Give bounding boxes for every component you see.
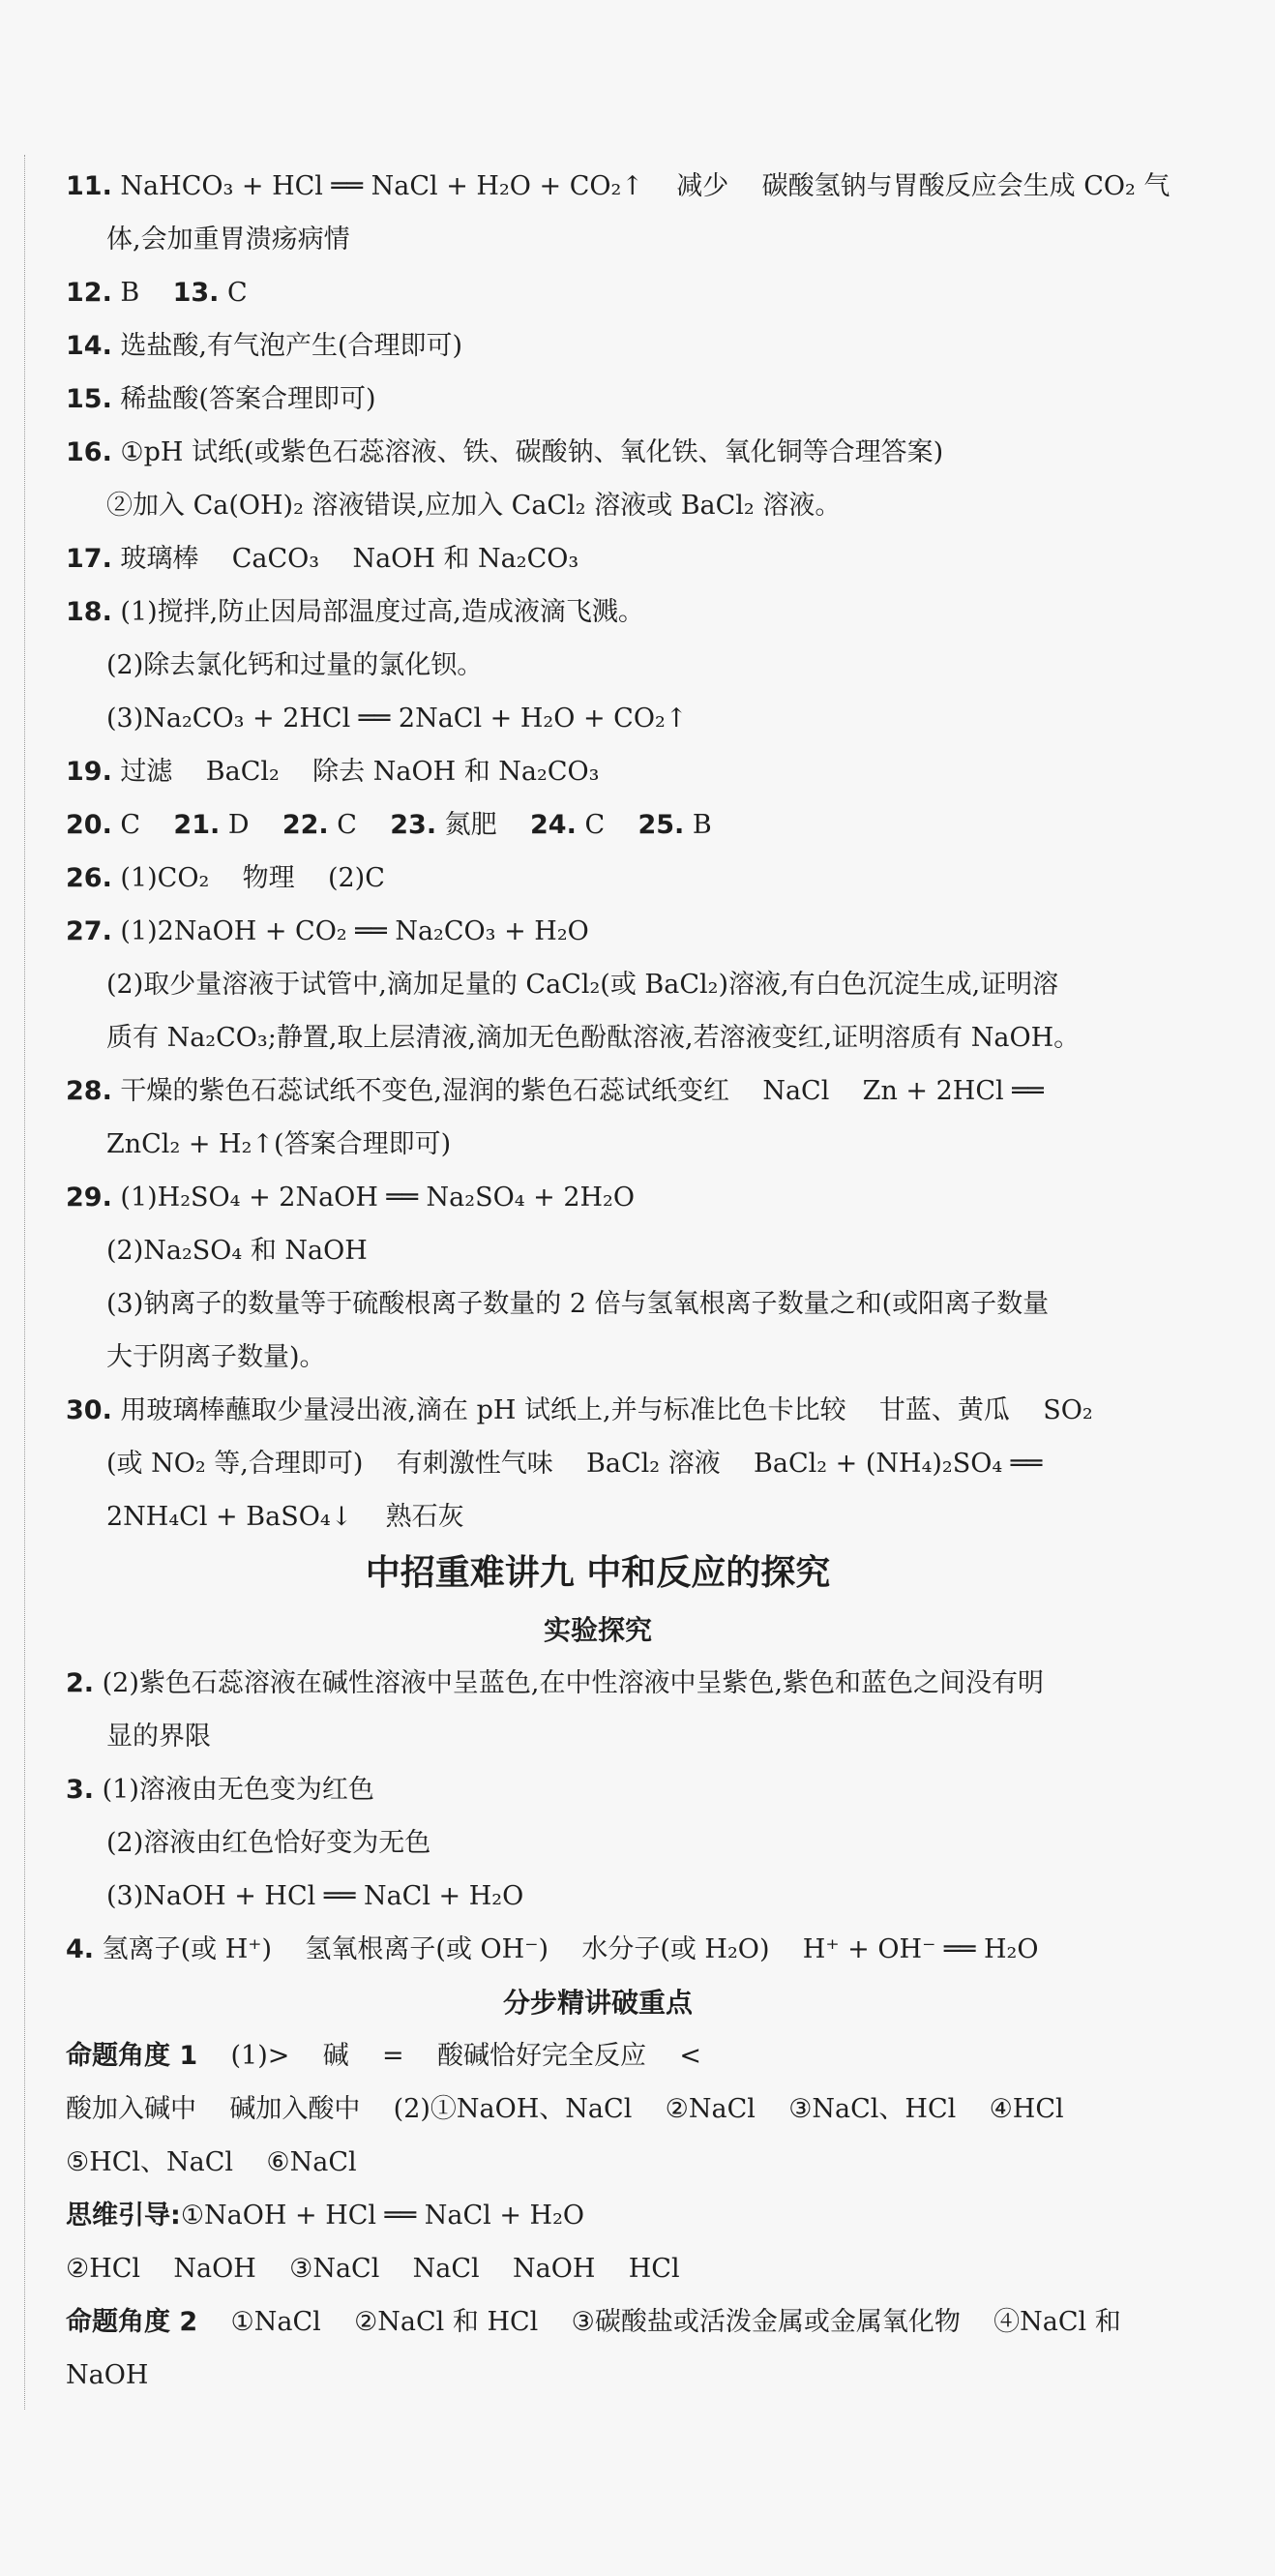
- question-number: 27.: [66, 916, 112, 946]
- question-number: 23.: [390, 810, 437, 840]
- question-number: 28.: [66, 1076, 112, 1106]
- answer-line: [66, 958, 1130, 1011]
- answer-line: [66, 1437, 1130, 1490]
- answer-line: [66, 1657, 1130, 1710]
- answer-line: [66, 1923, 1130, 1976]
- answer-text: B: [111, 278, 173, 308]
- answer-text: 体,会加重胃溃疡病情: [106, 225, 350, 255]
- answer-text: (1)搅拌,防止因局部温度过高,造成液滴飞溅。: [111, 597, 644, 627]
- answer-line: [66, 160, 1171, 213]
- question-number: 2.: [66, 1668, 95, 1698]
- answer-line: [66, 1490, 1130, 1543]
- question-number: 16.: [66, 437, 112, 467]
- question-number: 20.: [66, 810, 112, 840]
- answer-text: (2)取少量溶液于试管中,滴加足量的 CaCl₂(或 BaCl₂)溶液,有白色沉淀生成,证明溶: [106, 970, 1059, 1000]
- answer-line: [66, 2295, 1130, 2349]
- answer-text: (2)Na₂SO₄ 和 NaOH: [106, 1236, 368, 1266]
- answer-line: [66, 1118, 1130, 1171]
- answer-text: D: [220, 810, 282, 840]
- answer-text: ②HCl NaOH ③NaCl NaCl NaOH HCl: [66, 2254, 680, 2284]
- question-number: 30.: [66, 1395, 112, 1425]
- answer-text: ①NaCl ②NaCl 和 HCl ③碳酸盐或活泼金属或金属氧化物 ④NaCl 和: [197, 2307, 1121, 2337]
- answer-line: [66, 1331, 1130, 1384]
- answer-line: [66, 852, 1130, 905]
- answer-text: ①pH 试纸(或紫色石蕊溶液、铁、碳酸钠、氧化铁、氧化铜等合理答案): [111, 437, 944, 467]
- answer-line: [66, 1816, 1130, 1870]
- subsection-title: 实验探究: [543, 1614, 652, 1646]
- answer-text: ①NaOH + HCl ══ NaCl + H₂O: [180, 2201, 585, 2231]
- question-number: 4.: [66, 1934, 95, 1964]
- answer-text: (3)NaOH + HCl ══ NaCl + H₂O: [106, 1881, 524, 1911]
- question-number: 26.: [66, 863, 112, 893]
- answer-text: C: [328, 810, 391, 840]
- answer-text: 过滤 BaCl₂ 除去 NaOH 和 Na₂CO₃: [111, 757, 600, 787]
- answer-text: (3)Na₂CO₃ + 2HCl ══ 2NaCl + H₂O + CO₂↑: [106, 704, 688, 734]
- answer-line: [66, 532, 1130, 585]
- answer-line: [66, 1710, 1130, 1763]
- answer-text: C: [219, 278, 248, 308]
- question-number: 24.: [530, 810, 577, 840]
- angle-label: 命题角度 2: [66, 2307, 198, 2337]
- answer-text: 稀盐酸(答案合理即可): [111, 384, 376, 414]
- answer-text: 显的界限: [106, 1722, 211, 1752]
- answer-line: [66, 1384, 1130, 1437]
- answer-line: [66, 373, 1130, 426]
- answer-line: [66, 2242, 1130, 2295]
- answer-text: ②加入 Ca(OH)₂ 溶液错误,应加入 CaCl₂ 溶液或 BaCl₂ 溶液。: [106, 491, 842, 521]
- section-title: 中招重难讲九 中和反应的探究: [365, 1553, 831, 1593]
- answer-line: [66, 2029, 1130, 2082]
- answer-text: NaHCO₃ + HCl ══ NaCl + H₂O + CO₂↑ 减少 碳酸氢钠与胃酸反应会生成 CO₂ 气: [111, 171, 1171, 201]
- answer-line: [66, 905, 1130, 958]
- question-number: 22.: [282, 810, 329, 840]
- answer-line: [66, 1277, 1130, 1331]
- answer-content: [66, 160, 1171, 2402]
- subsection-title: 分步精讲破重点: [502, 1987, 693, 2019]
- answer-text: C: [111, 810, 174, 840]
- answer-line: [66, 213, 1130, 266]
- question-number: 14.: [66, 331, 112, 361]
- answer-text: NaOH: [66, 2360, 149, 2390]
- guide-label: 思维引导:: [66, 2201, 181, 2231]
- answer-text: 2NH₄Cl + BaSO₄↓ 熟石灰: [106, 1502, 464, 1532]
- answer-text: (2)紫色石蕊溶液在碱性溶液中呈蓝色,在中性溶液中呈紫色,紫色和蓝色之间没有明: [94, 1668, 1045, 1698]
- answer-text: (或 NO₂ 等,合理即可) 有刺激性气味 BaCl₂ 溶液 BaCl₂ + (NH₄)₂SO₄ ══: [106, 1449, 1043, 1479]
- answer-line: [66, 426, 1130, 479]
- answer-text: 选盐酸,有气泡产生(合理即可): [111, 331, 463, 361]
- page-margin-dotted-line: [24, 155, 25, 2410]
- answer-text: 氢离子(或 H⁺) 氢氧根离子(或 OH⁻) 水分子(或 H₂O) H⁺ + OH⁻ ══ H₂O: [94, 1934, 1039, 1964]
- answer-line: [66, 2136, 1130, 2189]
- angle-label: 命题角度 1: [66, 2041, 198, 2071]
- answer-text: (1)CO₂ 物理 (2)C: [111, 863, 385, 893]
- answer-text: (1)溶液由无色变为红色: [94, 1775, 374, 1805]
- answer-line: [66, 1064, 1130, 1118]
- question-number: 13.: [172, 278, 220, 308]
- answer-text: (2)溶液由红色恰好变为无色: [106, 1828, 431, 1858]
- answer-line: [66, 2189, 1130, 2242]
- answer-text: C: [576, 810, 638, 840]
- answer-text: ⑤HCl、NaCl ⑥NaCl: [66, 2147, 357, 2177]
- answer-text: (1)H₂SO₄ + 2NaOH ══ Na₂SO₄ + 2H₂O: [111, 1183, 636, 1213]
- answer-line: [66, 745, 1130, 798]
- answer-line: [66, 692, 1130, 745]
- question-number: 29.: [66, 1183, 112, 1213]
- answer-line: [66, 1171, 1130, 1224]
- answer-text: B: [684, 810, 712, 840]
- question-number: 11.: [66, 171, 112, 201]
- question-number: 25.: [638, 810, 685, 840]
- answer-line: [66, 2082, 1130, 2136]
- question-number: 17.: [66, 544, 112, 574]
- answer-text: ZnCl₂ + H₂↑(答案合理即可): [106, 1129, 452, 1159]
- answer-text: (1)> 碱 = 酸碱恰好完全反应 <: [197, 2041, 701, 2071]
- answer-line: [66, 266, 1130, 319]
- answer-text: (1)2NaOH + CO₂ ══ Na₂CO₃ + H₂O: [111, 916, 589, 946]
- answer-line: [66, 1011, 1130, 1064]
- answer-line: [66, 639, 1130, 692]
- answer-line: [66, 1870, 1130, 1923]
- question-number: 3.: [66, 1775, 95, 1805]
- answer-text: 酸加入碱中 碱加入酸中 (2)①NaOH、NaCl ②NaCl ③NaCl、HCl ④HCl: [66, 2094, 1064, 2124]
- answer-text: 干燥的紫色石蕊试纸不变色,湿润的紫色石蕊试纸变红 NaCl Zn + 2HCl ══: [111, 1076, 1044, 1106]
- answer-text: 大于阴离子数量)。: [106, 1342, 326, 1372]
- answer-text: 用玻璃棒蘸取少量浸出液,滴在 pH 试纸上,并与标准比色卡比较 甘蓝、黄瓜 SO₂: [111, 1395, 1093, 1425]
- answer-text: (3)钠离子的数量等于硫酸根离子数量的 2 倍与氢氧根离子数量之和(或阳离子数量: [106, 1289, 1050, 1319]
- answer-line: [66, 319, 1130, 373]
- question-number: 15.: [66, 384, 112, 414]
- answer-line: [66, 585, 1130, 639]
- question-number: 12.: [66, 278, 112, 308]
- answer-line: [66, 1763, 1130, 1816]
- question-number: 21.: [173, 810, 221, 840]
- answer-text: 玻璃棒 CaCO₃ NaOH 和 Na₂CO₃: [111, 544, 579, 574]
- question-number: 19.: [66, 757, 112, 787]
- question-number: 18.: [66, 597, 112, 627]
- answer-line: [66, 798, 1130, 852]
- answer-text: 氮肥: [436, 810, 531, 840]
- answer-text: (2)除去氯化钙和过量的氯化钡。: [106, 650, 484, 680]
- answer-line: [66, 1224, 1130, 1277]
- answer-line: [66, 2349, 1130, 2402]
- answer-line: [66, 479, 1130, 532]
- answer-text: 质有 Na₂CO₃;静置,取上层清液,滴加无色酚酞溶液,若溶液变红,证明溶质有 NaOH。: [106, 1023, 1081, 1053]
